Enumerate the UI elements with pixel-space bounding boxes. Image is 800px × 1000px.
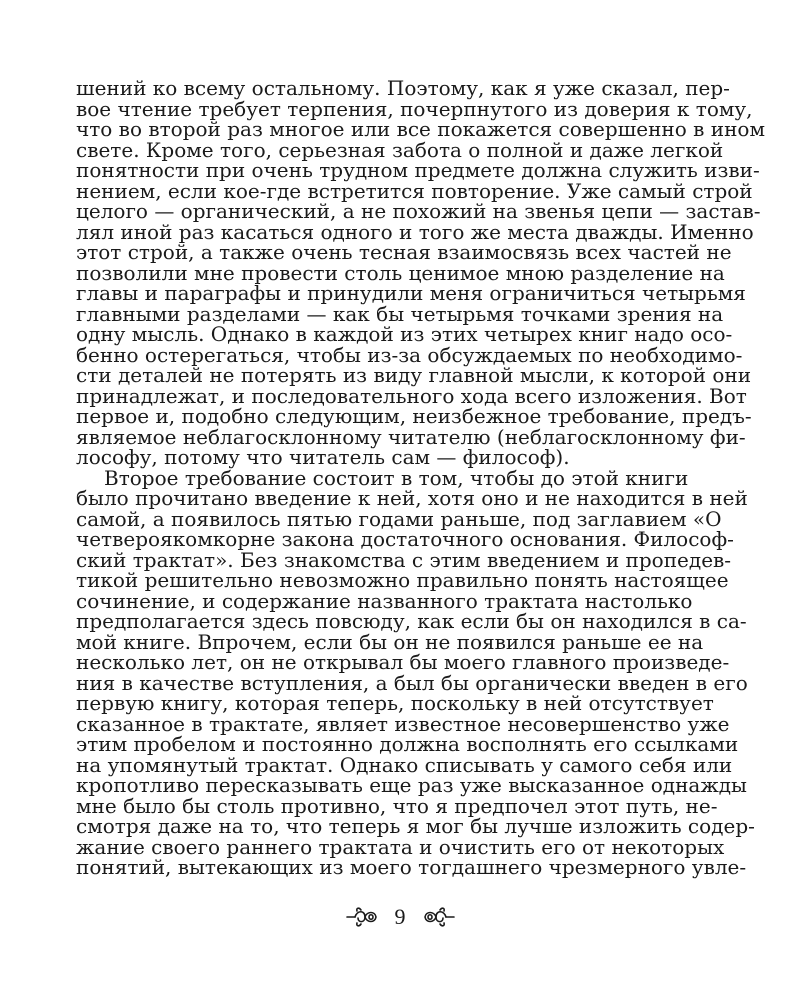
text-line: понятности при очень трудном предмете должна служить изви-	[76, 158, 760, 182]
text-line: было прочитано введение к ней, хотя оно и не находится в ней	[76, 486, 748, 510]
text-line: что во второй раз многое или все покажется совершенно в ином	[76, 117, 766, 141]
text-line: первое и, подобно следующим, неизбежное требование, предъ-	[76, 404, 752, 428]
text-line: бенно остерегаться, чтобы из-за обсуждаемых по необходимо-	[76, 342, 743, 367]
text-line: лял иной раз касаться одного и того же места дважды. Именно	[76, 219, 754, 244]
page-footer	[0, 902, 800, 932]
text-line: сказанное в трактате, являет известное несовершенство уже	[76, 711, 730, 736]
text-line: первую книгу, которая теперь, поскольку в ней отсутствует	[76, 691, 714, 715]
text-line: мне было бы столь противно, что я предпочел этот путь, не-	[76, 793, 718, 818]
text-line: этот строй, а также очень тесная взаимосвязь всех частей не	[76, 240, 732, 264]
text-line: на упомянутый трактат. Однако списывать у самого себя или	[76, 752, 733, 777]
text-line: четвероякомкорне закона достаточного основания. Философ-	[76, 527, 734, 551]
text-line: являемое неблагосклонному читателю (неблагосклонному фи-	[76, 424, 746, 449]
text-line: предполагается здесь повсюду, как если бы он находился в са-	[76, 609, 747, 633]
text-line: одну мысль. Однако в каждой из этих четырех книг надо осо-	[76, 322, 733, 346]
text-line: целого — органический, а не похожий на звенья цепи — застав-	[76, 199, 761, 223]
text-line: жание своего раннего трактата и очистить его от некоторых	[76, 834, 725, 859]
text-line: тикой решительно невозможно правильно понять настоящее	[76, 568, 729, 592]
text-line: смотря даже на то, что теперь я мог бы лучше изложить содер-	[76, 814, 755, 838]
text-line: принадлежат, и последовательного хода всего изложения. Вот	[76, 383, 747, 408]
page-number: 9	[394, 904, 406, 929]
book-page-text	[76, 76, 766, 879]
text-line: самой, а появилось пятью годами раньше, под заглавием «О	[76, 506, 722, 531]
fleuron-left-icon	[345, 906, 379, 928]
fleuron-right-icon	[422, 906, 456, 928]
text-line: главными разделами — как бы четырьмя точками зрения на	[76, 301, 724, 326]
paragraph-2	[76, 465, 755, 879]
text-line: позволили мне провести столь ценимое мною разделение на	[76, 260, 725, 285]
text-line: шений ко всему остальному. Поэтому, как я уже сказал, пер-	[76, 76, 730, 100]
text-line: ский трактат». Без знакомства с этим введением и пропедев-	[76, 547, 732, 572]
text-line: сти деталей не потерять из виду главной мысли, к которой они	[76, 363, 752, 387]
text-line: нением, если кое-где встретится повторение. Уже самый строй	[76, 178, 753, 203]
text-line: ния в качестве вступления, а был бы органически введен в его	[76, 670, 748, 695]
paragraph-1	[76, 76, 766, 469]
text-line: мой книге. Впрочем, если бы он не появился раньше ее на	[76, 629, 704, 654]
text-line: свете. Кроме того, серьезная забота о полной и даже легкой	[76, 137, 724, 162]
text-line: сочинение, и содержание названного трактата настолько	[76, 588, 693, 613]
text-line: этим пробелом и постоянно должна восполнять его ссылками	[76, 732, 739, 756]
text-line: Второе требование состоит в том, чтобы до этой книги	[104, 465, 689, 490]
text-line: кропотливо пересказывать еще раз уже высказанное однажды	[76, 773, 747, 797]
text-line: несколько лет, он не открывал бы моего главного произведе-	[76, 650, 730, 674]
text-line: лософу, потому что читатель сам — философ).	[76, 445, 570, 469]
text-line: понятий, вытекающих из моего тогдашнего чрезмерного увле-	[76, 855, 747, 879]
text-line: главы и параграфы и принудили меня ограничиться четырьмя	[76, 281, 746, 305]
text-line: вое чтение требует терпения, почерпнутого из доверия к тому,	[76, 96, 753, 121]
